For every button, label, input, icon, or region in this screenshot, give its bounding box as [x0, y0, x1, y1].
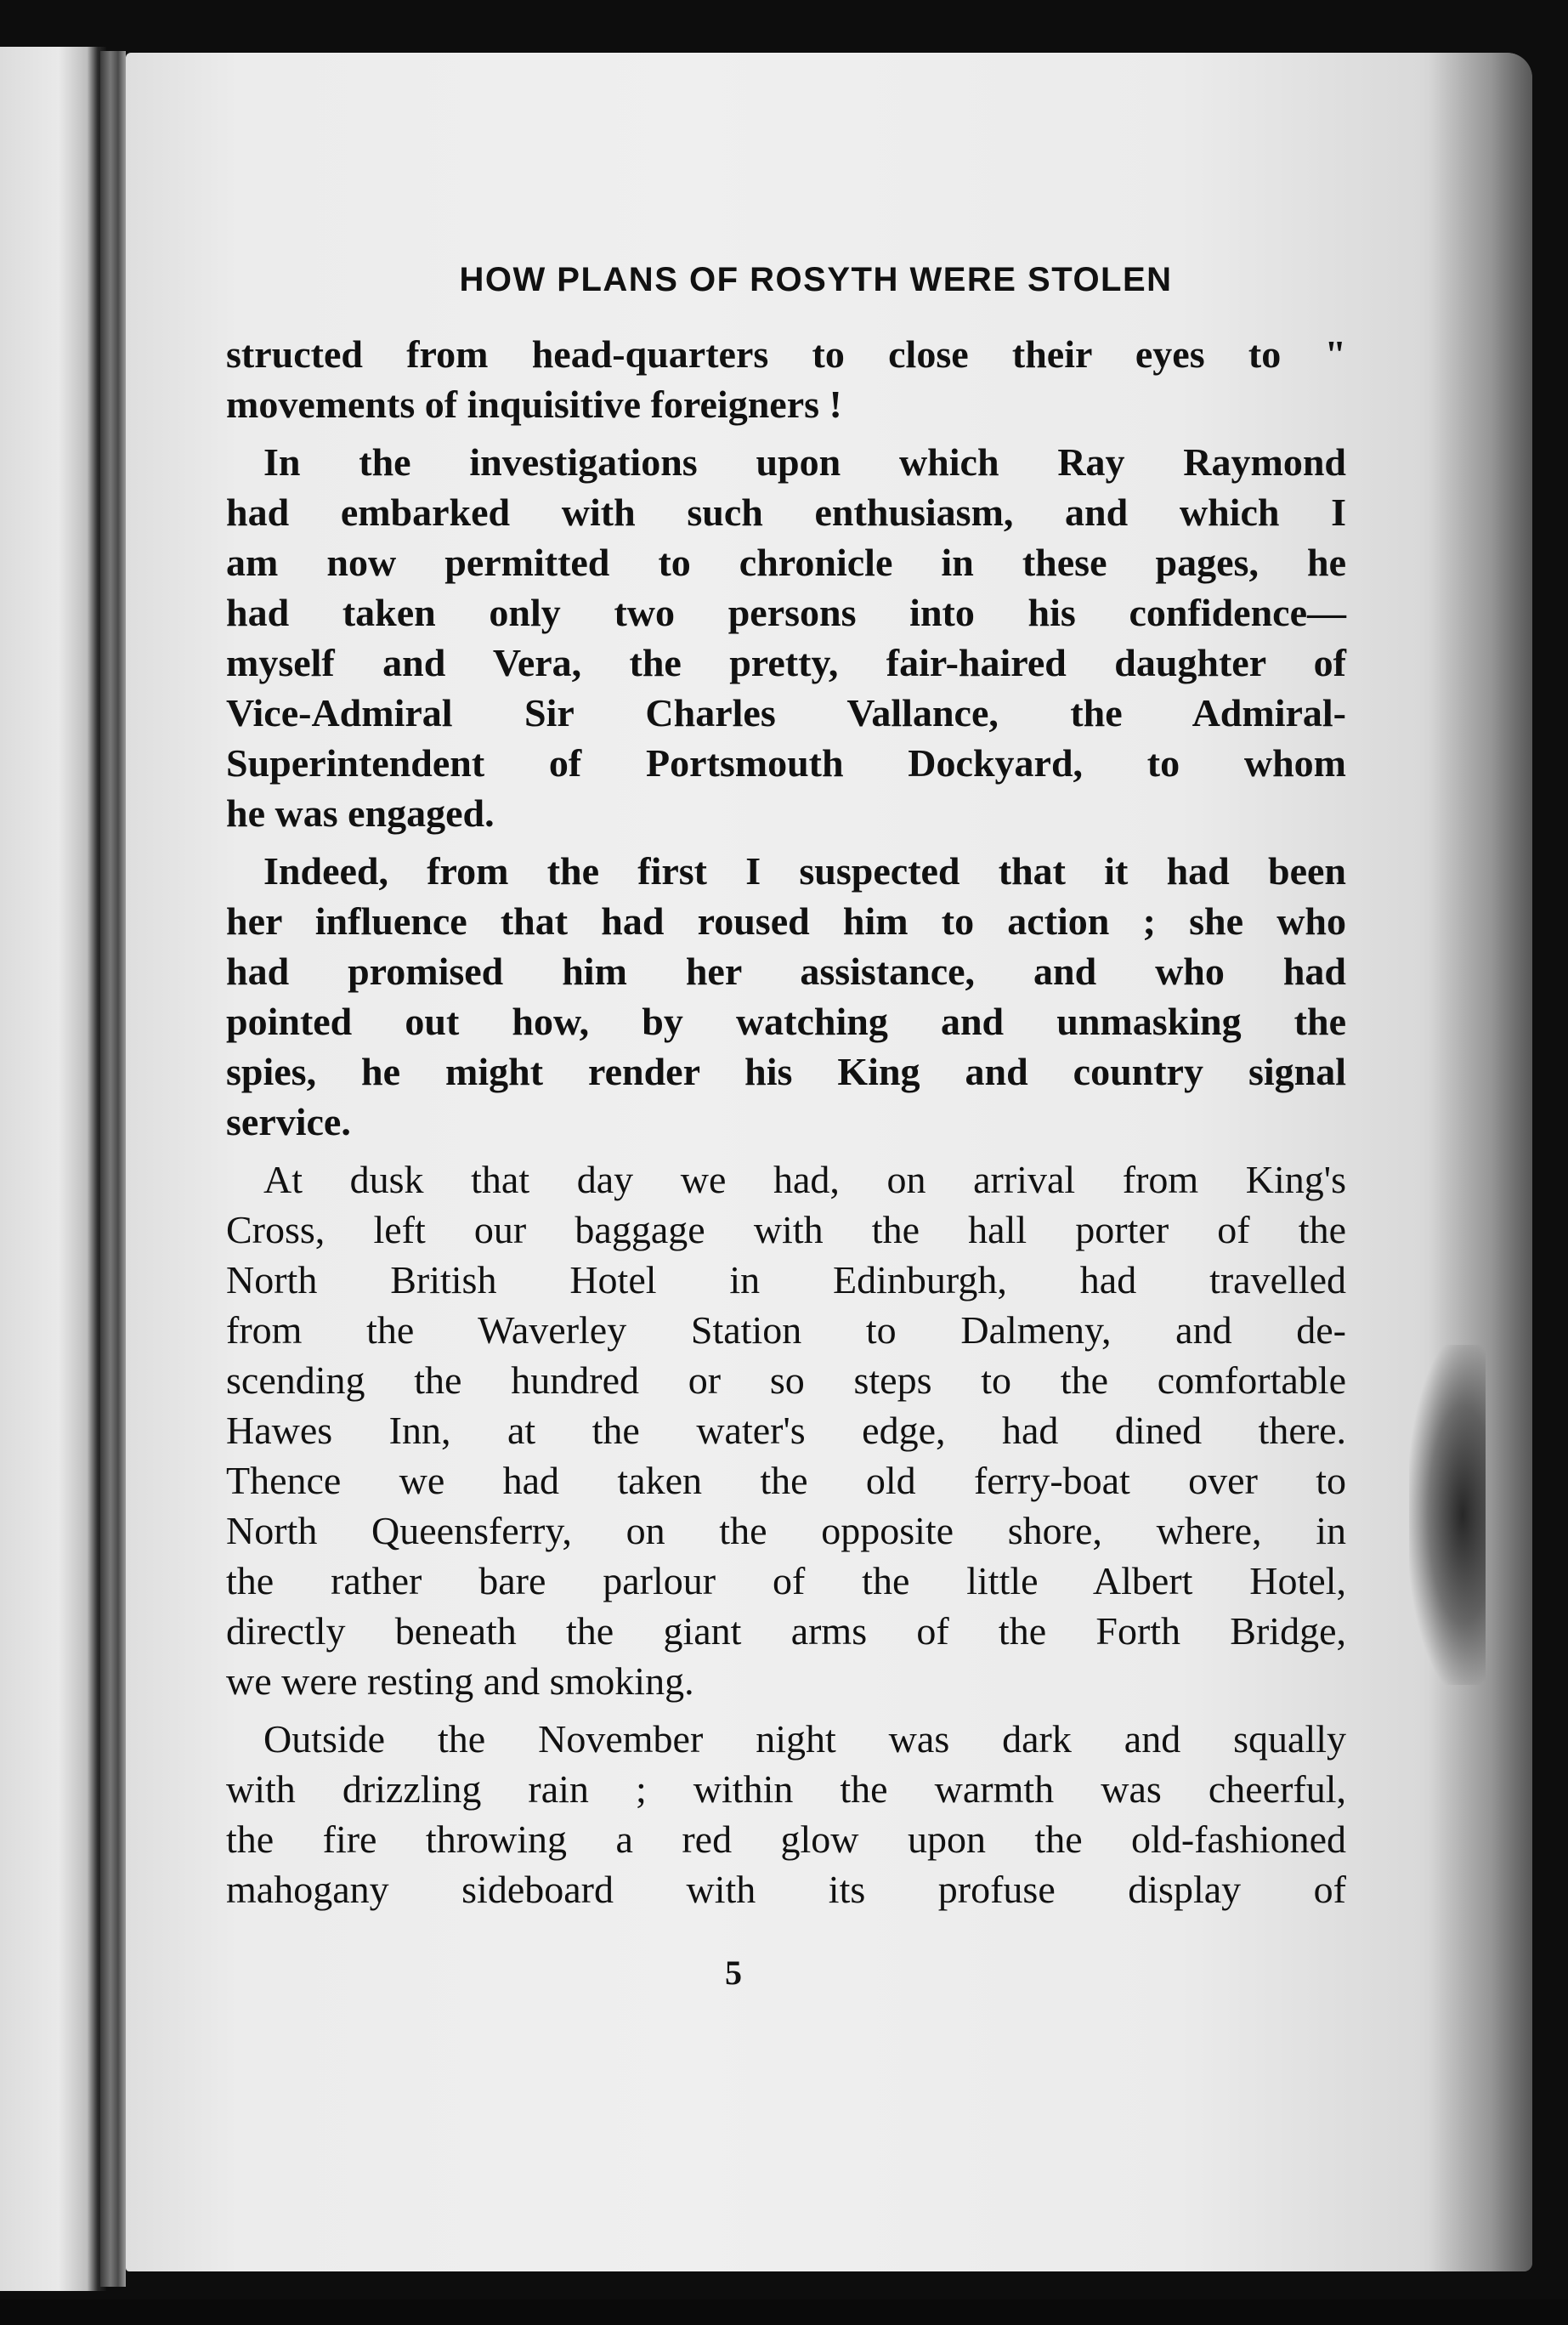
text-line: movements of inquisitive foreigners !	[226, 383, 842, 426]
text-line: am now permitted to chronicle in these pages, he	[226, 541, 1346, 584]
book-gutter	[100, 51, 126, 2287]
text-line: had embarked with such enthusiasm, and which I	[226, 491, 1346, 534]
body-text	[226, 329, 1346, 1914]
text-line: Outside the November night was dark and squally	[263, 1717, 1346, 1761]
text-line: pointed out how, by watching and unmasking the	[226, 1000, 1346, 1043]
text-line: from the Waverley Station to Dalmeny, and de-	[226, 1308, 1346, 1352]
text-line: At dusk that day we had, on arrival from King's	[263, 1158, 1346, 1201]
text-line: Cross, left our baggage with the hall porter of the	[226, 1208, 1346, 1251]
text-line: North British Hotel in Edinburgh, had travelled	[226, 1258, 1346, 1301]
page-edge-shadow	[1430, 53, 1532, 2271]
text-line: directly beneath the giant arms of the Forth Bridge,	[226, 1609, 1346, 1653]
facing-page-edge	[0, 47, 106, 2291]
book-page	[126, 53, 1532, 2271]
text-line: the rather bare parlour of the little Albert Hotel,	[226, 1559, 1346, 1602]
text-line: scending the hundred or so steps to the comfortable	[226, 1358, 1346, 1402]
text-line: with drizzling rain ; within the warmth was cheerful,	[226, 1767, 1346, 1811]
text-line: In the investigations upon which Ray Raymond	[263, 440, 1346, 484]
text-line: Indeed, from the first I suspected that it had been	[263, 849, 1346, 893]
text-line: her influence that had roused him to action ; she who	[226, 899, 1346, 943]
text-line: myself and Vera, the pretty, fair-haired daughter of	[226, 641, 1346, 684]
text-line: he was engaged.	[226, 791, 495, 835]
text-line: spies, he might render his King and country signal	[226, 1050, 1346, 1093]
text-line: service.	[226, 1100, 351, 1143]
text-line: North Queensferry, on the opposite shore, where, in	[226, 1509, 1346, 1552]
text-line: mahogany sideboard with its profuse display of	[226, 1868, 1346, 1911]
text-line: we were resting and smoking.	[226, 1659, 694, 1703]
text-line: Superintendent of Portsmouth Dockyard, to whom	[226, 741, 1346, 785]
scan-bottom-edge	[0, 2299, 1568, 2325]
text-line: had taken only two persons into his confidence—	[226, 591, 1346, 634]
text-line: the fire throwing a red glow upon the old-fashioned	[226, 1817, 1346, 1861]
page-number: 5	[725, 1954, 742, 1992]
text-line: Hawes Inn, at the water's edge, had dined there.	[226, 1409, 1346, 1452]
text-line: had promised him her assistance, and who had	[226, 950, 1346, 993]
text-line: Vice-Admiral Sir Charles Vallance, the Admiral-	[226, 691, 1346, 734]
page-stain	[1409, 1345, 1486, 1685]
text-line: structed from head-quarters to close their eyes to "	[226, 332, 1346, 376]
running-head: HOW PLANS OF ROSYTH WERE STOLEN	[459, 261, 1173, 298]
text-line: Thence we had taken the old ferry-boat over to	[226, 1459, 1346, 1502]
